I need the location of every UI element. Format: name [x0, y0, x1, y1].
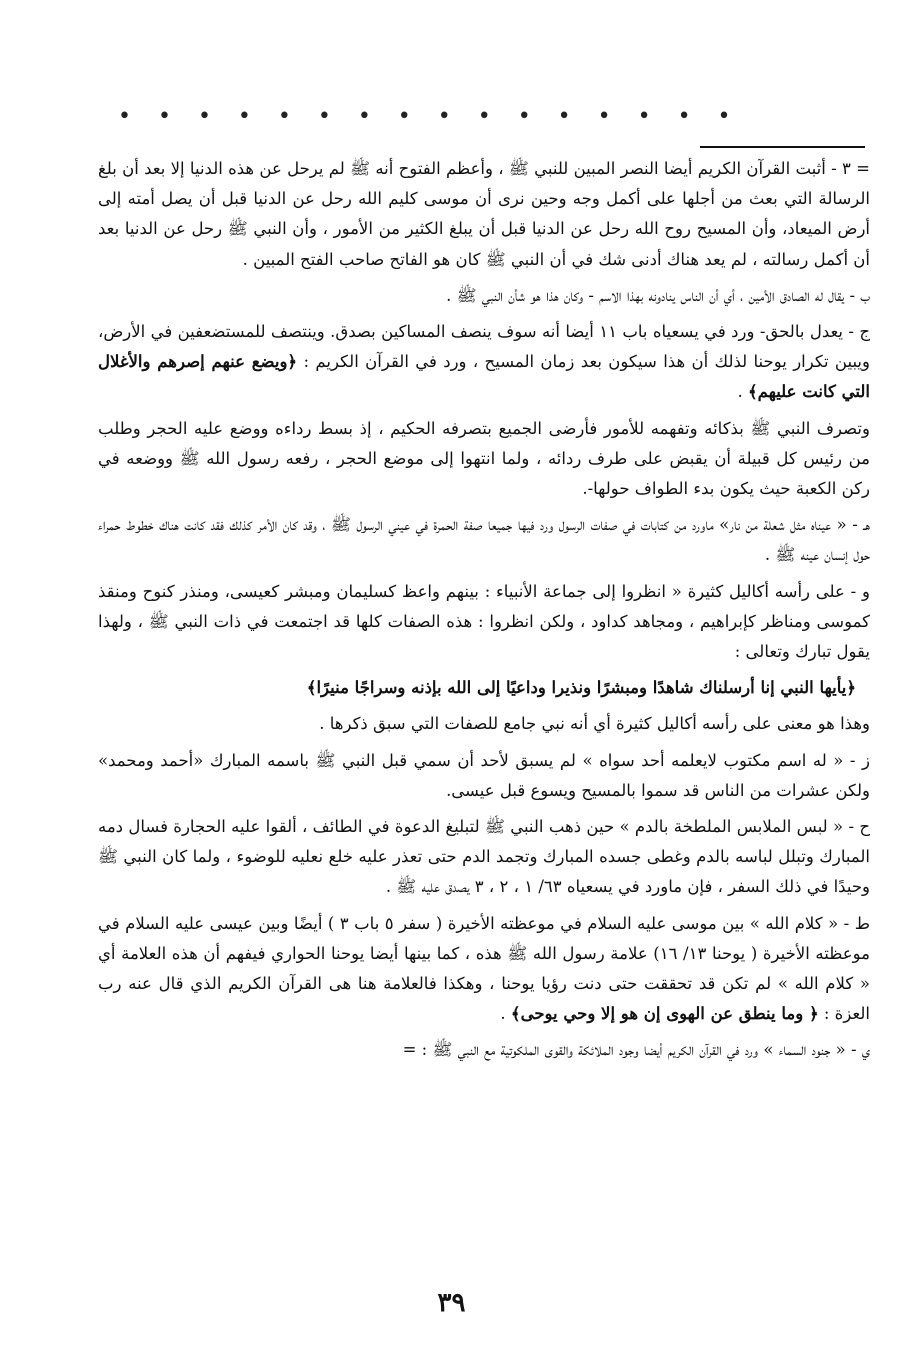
- quran-quote: ﴿ويضع عنهم إصرهم والأغلال التي كانت عليهم﴾: [98, 352, 870, 402]
- text: وهذا هو معنى على رأسه أكاليل كثيرة أي أنه نبي جامع للصفات التي سبق ذكرها .: [319, 714, 870, 734]
- page-number: ٣٩: [437, 1288, 466, 1318]
- text: و - على رأسه أكاليل كثيرة « انظروا إلى جماعة الأنبياء : بينهم واعظ كسليمان ومبشر كعيسى، ومنذر كنوح ومنقذ كموسى ومناظر كإبراهيم ، ومجاهد كداود ، ولكن انظروا : هذه الصفات كلها قد اجتمعت في ذات النبي ﷺ ، ولهذا يقول تبارك وتعالى :: [98, 581, 870, 662]
- decorative-dots: • • • • • • • • • • • • • • • •: [118, 104, 741, 129]
- paragraph-quote: [98, 673, 870, 703]
- paragraph-w: [98, 577, 870, 668]
- paragraph-kaaba: [98, 414, 870, 505]
- paragraph-z: [98, 746, 870, 806]
- paragraph-h: [98, 510, 870, 570]
- paragraph-y: [98, 1035, 870, 1065]
- paragraph-b: [98, 281, 870, 311]
- page-body: [98, 154, 870, 1066]
- paragraph-t: [98, 909, 870, 1030]
- text: ب - يقال له الصادق الأمين ، أي أن الناس ينادونه بهذا الاسم - وكان هذا هو شأن النبي ﷺ .: [446, 285, 870, 305]
- text: ط - « كلام الله » بين موسى عليه السلام في موعظته الأخيرة ( سفر ٥ باب ٣ ) أيضًا وبين عيسى عليه السلام في موعظته الأخيرة ( يوحنا ١٣/ ١٦) علامة رسول الله ﷺ هذه ، كما بينها أيضا يوحنا الحواري فيفهم أن هذه العلامة أي « كلام الله » لم تكن قد تحققت حتى دنت رؤيا يوحنا ، وهكذا فالعلامة هنا هى القرآن الكريم الذي قال عنه رب العزة :: [98, 913, 870, 1024]
- text: ز - « له اسم مكتوب لايعلمه أحد سواه » لم يسبق لأحد أن سمي قبل النبي ﷺ باسمه المبارك «أحمد ومحمد» ولكن عشرات من الناس قد سموا بالمسيح ويسوع قبل عيسى.: [98, 750, 870, 800]
- text: ج - يعدل بالحق- ورد في يسعياه باب ١١ أيضا أنه سوف ينصف المساكين بصدق. وينتصف للمستضعفين في الأرض، ويبين تكرار يوحنا لذلك أن هذا سيكون بعد زمان المسيح ، ورد في القرآن الكريم :: [98, 322, 870, 372]
- text: هـ - « عيناه مثل شعلة من نار» ماورد من كتابات في صفات الرسول ورد فيها جميعا صفة الحمرة في عيني الرسول ﷺ ، وقد كان الأمر كذلك فقد كانت هناك خطوط حمراء حول إنسان عينه ﷺ .: [98, 515, 870, 565]
- quran-quote: ﴿يأيها النبي إنا أرسلناك شاهدًا ومبشرًا ونذيرا وداعيًا إلى الله بإذنه وسراجًا منيرًا﴾: [306, 678, 856, 698]
- paragraph-meaning: [98, 709, 870, 739]
- text: ي - « جنود السماء » ورد في القرآن الكريم أيضا وجود الملائكة والقوى الملكوتية مع النبي ﷺ : =: [402, 1040, 870, 1060]
- paragraph-3: [98, 154, 870, 275]
- text: = ٣ - أثبت القرآن الكريم أيضا النصر المبين للنبي ﷺ ، وأعظم الفتوح أنه ﷺ لم يرحل عن هذه الدنيا إلا بعد أن بلغ الرسالة التي بعث من أجلها على أكمل وجه وحين نرى أن موسى كليم الله رحل عن الدنيا قبل أن يصل أمته إلى أرض الميعاد، وأن المسيح روح الله رحل عن الدنيا قبل أن يبلغ الكثير من الأمور ، وأن النبي ﷺ رحل عن الدنيا بعد أن أكمل رسالته ، لم يعد هناك أدنى شك في أن النبي ﷺ كان هو الفاتح صاحب الفتح المبين .: [98, 159, 870, 269]
- text: ح - « لبس الملابس الملطخة بالدم » حين ذهب النبي ﷺ لتبليغ الدعوة في الطائف ، ألقوا عليه الحجارة فسال دمه المبارك وتبلل لباسه بالدم وغطى جسده المبارك وتجمد الدم حتى تعذر عليه خلع نعليه للوضوء ، ولما كان النبي ﷺ وحيدًا في ذلك السفر ، فإن ماورد في يسعياه ٦٣/ ١ ، ٢ ، ٣ يصدق عليه ﷺ .: [98, 817, 870, 897]
- text: .: [500, 1004, 506, 1024]
- footnote-rule: [700, 146, 865, 148]
- paragraph-ha: [98, 812, 870, 903]
- paragraph-j: [98, 317, 870, 408]
- text: وتصرف النبي ﷺ بذكائه وتفهمه للأمور فأرضى الجميع بتصرفه الحكيم ، إذ بسط رداءه ووضع عليه الحجر وطلب من رئيس كل قبيلة أن يقبض على طرف ردائه ، ولما انتهوا إلى موضع الحجر ، رفعه رسول الله ﷺ ووضعه في ركن الكعبة حيث يكون بدء الطواف حولها-.: [98, 418, 870, 499]
- quran-quote: ﴿ وما ينطق عن الهوى إن هو إلا وحي يوحى﴾: [510, 1004, 819, 1024]
- text: .: [737, 382, 743, 402]
